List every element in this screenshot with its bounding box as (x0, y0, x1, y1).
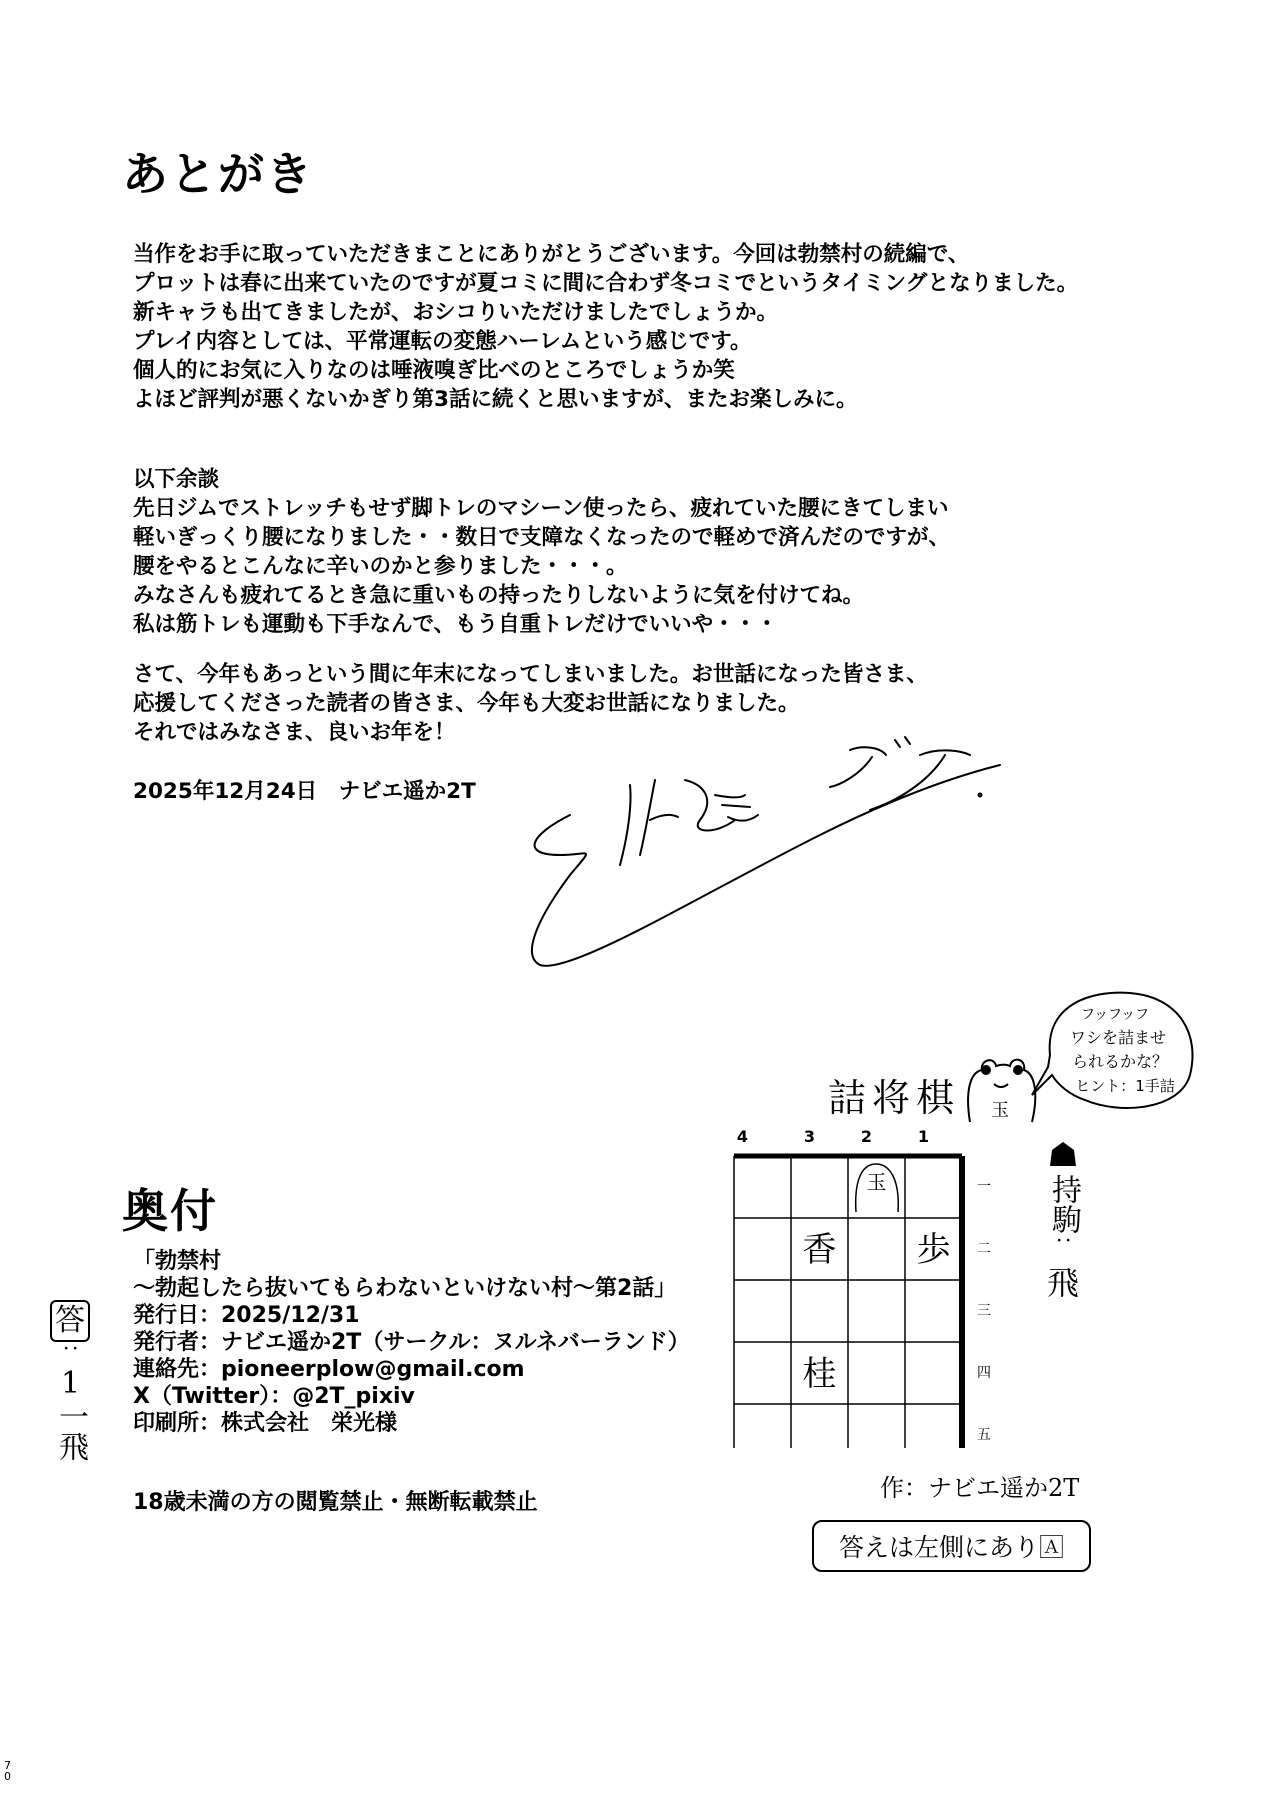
answer-vertical (50, 1300, 90, 1461)
printer: 印刷所：株式会社 栄光様 (133, 1411, 398, 1436)
answer-location-note (812, 1520, 1091, 1572)
answer-colon: ： (58, 1342, 83, 1365)
board-row-label: 三 (977, 1303, 991, 1319)
frog-face-label: 玉 (991, 1100, 1009, 1121)
board-column-label: 1 (917, 1127, 930, 1146)
shogi-piece: 歩 (916, 1230, 951, 1270)
text-line: 新キャラも出てきましたが、おシコりいただけましたでしょうか。 (133, 300, 779, 325)
answer-move (51, 1366, 89, 1461)
colophon-details (133, 1248, 690, 1437)
text-line: 個人的にお気に入りなのは唾液嗅ぎ比べのところでしょうか笑 (133, 358, 735, 383)
publication-title: 「勃禁村 (133, 1249, 222, 1274)
shogi-board (712, 1118, 1012, 1448)
answer-label: 答 (50, 1300, 90, 1342)
afterword-title: あとがき (122, 147, 314, 201)
board-row-label: 五 (977, 1427, 991, 1443)
publish-date: 発行日：2025/12/31 (133, 1303, 360, 1328)
board-row-label: 二 (977, 1241, 991, 1257)
puzzle-title: 詰将棋 (828, 1076, 961, 1120)
speech-line: られるかな？ (1071, 1052, 1169, 1071)
shogi-piece: 桂 (802, 1354, 837, 1394)
speech-line: ヒント：1手詰 (1075, 1077, 1175, 1095)
contact-email: 連絡先：pioneerplow@gmail.com (133, 1357, 525, 1382)
pieces-in-hand (1038, 1140, 1088, 1304)
signature-image (500, 725, 1040, 995)
frog-character-image (960, 1052, 1040, 1124)
age-restriction-notice: 18歳未満の方の閲覧禁止・無断転載禁止 (133, 1490, 538, 1515)
afterword-paragraph-1 (133, 240, 1078, 414)
speech-line: ワシを詰ませ (1069, 1028, 1167, 1047)
publication-subtitle: ～勃起したら抜いてもらわないといけない村～第2話」 (133, 1276, 677, 1301)
text-line: 腰をやるとこんなに辛いのかと参りました・・・。 (133, 554, 628, 579)
board-row-label: 一 (977, 1179, 991, 1195)
text-line: 当作をお手に取っていただきまことにありがとうございます。今回は勃禁村の続編で、 (133, 242, 970, 267)
hand-label-text: 持駒 (1046, 1174, 1081, 1234)
text-line: みなさんも疲れてるとき急に重いもの持ったりしないように気を付けてね。 (133, 583, 865, 608)
hand-piece: 飛 (1046, 1264, 1079, 1302)
board-row-label: 四 (977, 1365, 991, 1381)
page-number: 70 (4, 1759, 11, 1783)
text-line: 私は筋トレも運動も下手なんで、もう自重トレだけでいいや・・・ (133, 612, 778, 637)
speech-line: フッフッフ (1080, 1007, 1150, 1023)
shogi-piece: 玉 (866, 1170, 887, 1194)
board-column-label: 4 (736, 1127, 749, 1146)
text-line: 応援してくださった読者の皆さま、今年も大変お世話になりました。 (133, 691, 800, 716)
text-line: プロットは春に出来ていたのですが夏コミに間に合わず冬コミでというタイミングとなりました。 (133, 271, 1079, 296)
board-column-label: 2 (860, 1127, 873, 1146)
text-line: プレイ内容としては、平常運転の変態ハーレムという感じです。 (133, 329, 752, 354)
colophon-title: 奥付 (122, 1184, 218, 1238)
afterword-paragraph-2 (133, 465, 950, 639)
text-line: 軽いぎっくり腰になりました・・数日で支障なくなったので軽めで済んだのですが、 (133, 525, 951, 550)
speech-bubble (1030, 985, 1200, 1120)
black-piece-icon (1048, 1140, 1078, 1168)
afterword-date-line: 2025年12月24日 ナビエ遥か2T (133, 779, 476, 804)
board-column-label: 3 (803, 1127, 816, 1146)
text-line: 以下余談 (133, 467, 220, 492)
publisher: 発行者：ナビエ遥か2T（サークル：ヌルネバーランド） (133, 1330, 690, 1355)
text-line: さて、今年もあっという間に年末になってしまいました。お世話になった皆さま、 (133, 662, 928, 687)
text-line: よほど評判が悪くないかぎり第3話に続くと思いますが、またお楽しみに。 (133, 387, 858, 412)
answer-move-text: 1一飛 (53, 1366, 88, 1461)
puzzle-author: 作：ナビエ遥か2T (880, 1474, 1080, 1502)
text-line: それではみなさま、良いお年を！ (133, 720, 456, 745)
twitter-handle: X（Twitter）：@2T_pixiv (133, 1384, 415, 1409)
shogi-piece: 香 (802, 1230, 837, 1270)
text-line: 先日ジムでストレッチもせず脚トレのマシーン使ったら、疲れていた腰にきてしまい (133, 496, 949, 521)
answer-location-text: 答えは左側にあり🄰 (838, 1533, 1064, 1562)
hand-colon: ： (1051, 1234, 1076, 1257)
